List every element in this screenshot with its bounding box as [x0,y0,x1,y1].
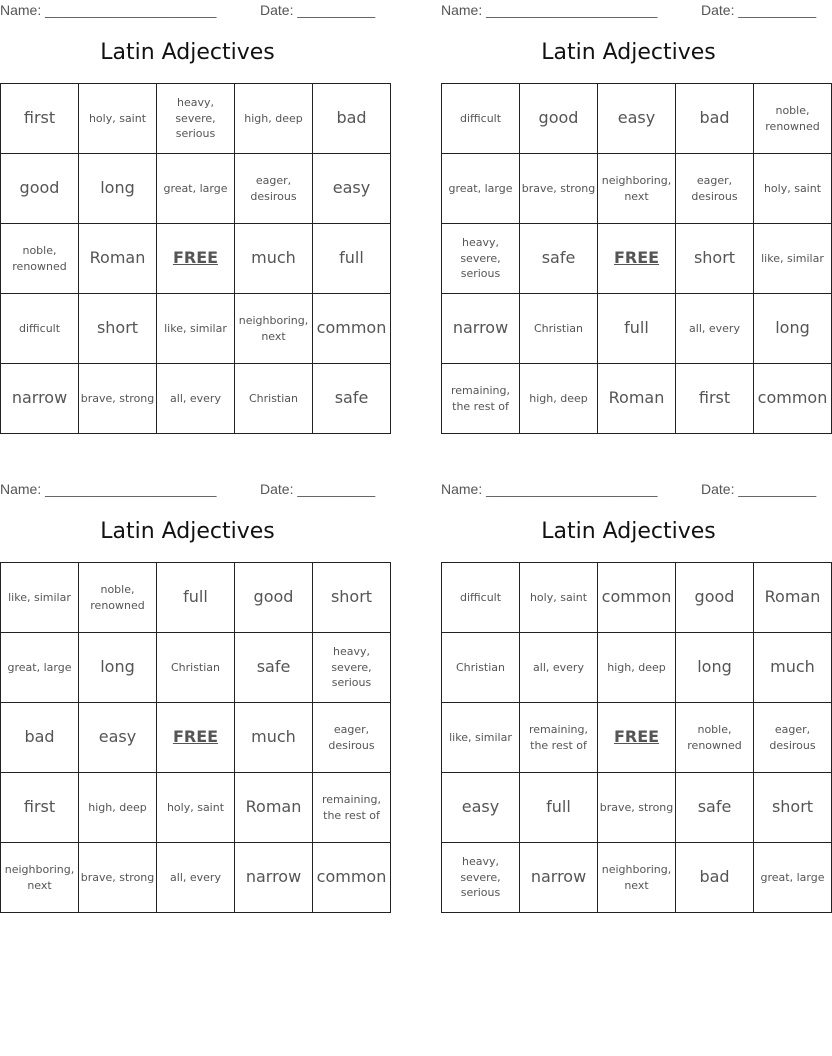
free-space: FREE [598,224,676,294]
grid-cell: easy [598,84,676,154]
grid-cell: neighboring, next [235,294,313,364]
grid-cell: holy, saint [157,773,235,843]
grid-cell: first [676,364,754,434]
grid-cell: like, similar [1,563,79,633]
grid-cell: brave, strong [598,773,676,843]
grid-cell: Christian [520,294,598,364]
grid-row [442,294,832,364]
grid-row [442,563,832,633]
bingo-card-2 [441,0,828,435]
grid-cell: all, every [676,294,754,364]
grid-cell: safe [235,633,313,703]
grid-cell: noble, renowned [754,84,832,154]
card-title: Latin Adjectives [541,519,716,544]
grid-cell: great, large [442,154,520,224]
grid-cell: Christian [157,633,235,703]
grid-cell: heavy, severe, serious [442,843,520,913]
free-space: FREE [157,703,235,773]
grid-cell: noble, renowned [676,703,754,773]
bingo-card-4 [441,479,825,914]
grid-cell: holy, saint [754,154,832,224]
grid-cell: eager, desirous [235,154,313,224]
grid-cell: high, deep [79,773,157,843]
grid-row [442,84,832,154]
grid-cell: easy [442,773,520,843]
grid-cell: good [235,563,313,633]
grid-cell: easy [79,703,157,773]
grid-row [1,773,391,843]
grid-cell: safe [313,364,391,434]
free-space: FREE [598,703,676,773]
grid-cell: bad [676,843,754,913]
grid-cell: long [754,294,832,364]
grid-cell: eager, desirous [676,154,754,224]
grid-cell: great, large [1,633,79,703]
grid-cell: noble, renowned [79,563,157,633]
grid-cell: high, deep [520,364,598,434]
grid-row [442,364,832,434]
grid-cell: remaining, the rest of [313,773,391,843]
grid-cell: heavy, severe, serious [157,84,235,154]
grid-cell: short [754,773,832,843]
name-field-label: Name: ______________________ [441,2,658,18]
grid-cell: full [520,773,598,843]
grid-cell: neighboring, next [1,843,79,913]
grid-row [1,224,391,294]
grid-cell: bad [313,84,391,154]
grid-cell: brave, strong [520,154,598,224]
grid-cell: difficult [442,84,520,154]
grid-cell: long [79,154,157,224]
grid-cell: great, large [157,154,235,224]
grid-cell: bad [676,84,754,154]
grid-cell: full [157,563,235,633]
grid-cell: brave, strong [79,364,157,434]
grid-cell: narrow [235,843,313,913]
card-title: Latin Adjectives [100,40,275,65]
grid-cell: long [676,633,754,703]
grid-cell: first [1,84,79,154]
name-field-label: Name: ______________________ [0,481,217,497]
bingo-grid [441,83,832,434]
grid-cell: good [676,563,754,633]
grid-cell: first [1,773,79,843]
grid-cell: good [520,84,598,154]
grid-cell: holy, saint [79,84,157,154]
grid-cell: great, large [754,843,832,913]
grid-cell: much [235,703,313,773]
bingo-grid [441,562,832,913]
bingo-grid [0,562,391,913]
grid-cell: Roman [79,224,157,294]
grid-cell: all, every [157,843,235,913]
grid-cell: heavy, severe, serious [313,633,391,703]
grid-cell: like, similar [754,224,832,294]
grid-cell: eager, desirous [313,703,391,773]
grid-cell: high, deep [235,84,313,154]
grid-cell: remaining, the rest of [442,364,520,434]
grid-cell: all, every [157,364,235,434]
grid-cell: neighboring, next [598,843,676,913]
grid-cell: Roman [235,773,313,843]
bingo-card-1 [0,0,387,435]
grid-row [442,773,832,843]
grid-row [1,154,391,224]
grid-cell: good [1,154,79,224]
grid-cell: heavy, severe, serious [442,224,520,294]
grid-cell: bad [1,703,79,773]
date-field-label: Date: __________ [260,2,376,18]
grid-cell: difficult [1,294,79,364]
grid-cell: safe [520,224,598,294]
grid-cell: short [313,563,391,633]
grid-row [1,703,391,773]
grid-cell: common [313,843,391,913]
grid-cell: like, similar [442,703,520,773]
grid-cell: Christian [235,364,313,434]
grid-cell: noble, renowned [1,224,79,294]
card-title: Latin Adjectives [100,519,275,544]
date-field-label: Date: __________ [701,2,817,18]
grid-row [442,703,832,773]
grid-row [442,633,832,703]
grid-cell: Christian [442,633,520,703]
grid-row [1,633,391,703]
grid-cell: remaining, the rest of [520,703,598,773]
grid-cell: easy [313,154,391,224]
grid-cell: short [676,224,754,294]
date-field-label: Date: __________ [701,481,817,497]
grid-cell: much [754,633,832,703]
grid-cell: eager, desirous [754,703,832,773]
free-space: FREE [157,224,235,294]
grid-row [1,843,391,913]
grid-row [442,843,832,913]
bingo-grid [0,83,391,434]
grid-cell: neighboring, next [598,154,676,224]
grid-cell: common [754,364,832,434]
grid-cell: holy, saint [520,563,598,633]
grid-cell: high, deep [598,633,676,703]
grid-cell: Roman [598,364,676,434]
grid-cell: like, similar [157,294,235,364]
grid-cell: common [598,563,676,633]
grid-cell: all, every [520,633,598,703]
grid-cell: narrow [1,364,79,434]
grid-row [442,154,832,224]
grid-cell: full [598,294,676,364]
grid-cell: Roman [754,563,832,633]
name-field-label: Name: ______________________ [0,2,217,18]
grid-row [1,563,391,633]
bingo-card-3 [0,479,387,914]
grid-cell: much [235,224,313,294]
grid-cell: full [313,224,391,294]
grid-row [442,224,832,294]
grid-cell: short [79,294,157,364]
grid-row [1,294,391,364]
grid-cell: narrow [442,294,520,364]
date-field-label: Date: __________ [260,481,376,497]
grid-cell: narrow [520,843,598,913]
card-title: Latin Adjectives [541,40,716,65]
grid-cell: brave, strong [79,843,157,913]
name-field-label: Name: ______________________ [441,481,658,497]
grid-cell: common [313,294,391,364]
grid-row [1,84,391,154]
grid-row [1,364,391,434]
grid-cell: long [79,633,157,703]
grid-cell: safe [676,773,754,843]
grid-cell: difficult [442,563,520,633]
